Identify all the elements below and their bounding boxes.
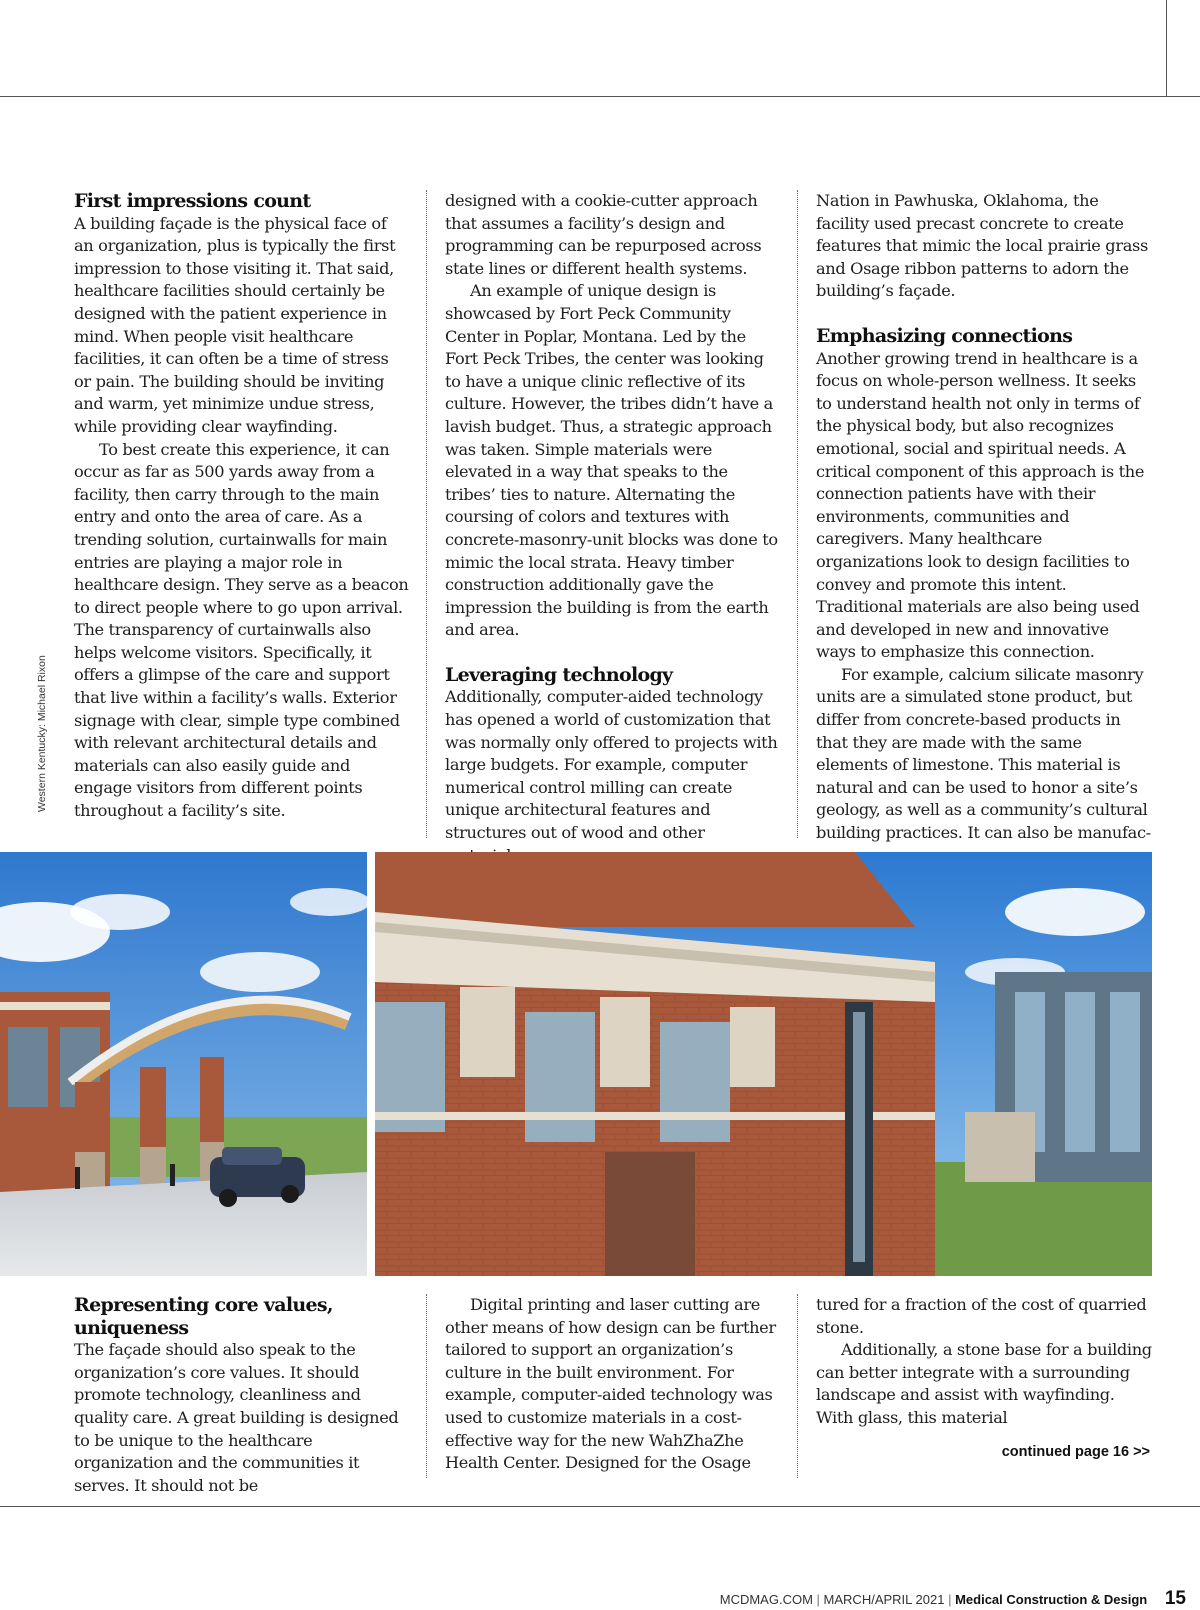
photo-entrance-canopy xyxy=(0,852,367,1276)
paragraph: Additionally, computer-aided technology has opened a world of customization that was normally only offered to projects with large budgets. For example, computer numerical control milling can create unique architectural features and structures out of wood and other xyxy=(445,687,778,843)
paragraph: Digital printing and laser cutting are other means of how design can be further tailored to support an organization’s culture in the built environment. For example, computer-aided technology was used to customize materials in a cost-effective way for the new WahZhaZhe Health Center. Designed for the Osage xyxy=(445,1295,776,1473)
column-1-bottom xyxy=(74,1294,410,1497)
heading-representing-core-values: Representing core values, uniqueness xyxy=(74,1294,333,1339)
paragraph: Another growing trend in healthcare is a focus on whole-person wellness. It seeks to understand health not only in terms of the physical body, but also recognizes emotional, social and spiritual needs. A critical component of this approach is the connection patients have with their environments, communities and caregivers. Many healthcare organizations look to design facilities to convey and promote this intent. Traditional materials are also being used and developed in new and innovative ways to emphasize this connection. xyxy=(816,348,1145,662)
paragraph: A building façade is the physical face of an organization, plus is typically the first impression to those visiting it. That said, healthcare facilities should certainly be designed with the patient experience in mind. When people visit healthcare facilities, it can often be a time of stress or pain. The building should be inviting and warm, yet minimize undue stress, while providing clear wayfinding. xyxy=(74,213,396,436)
top-rule xyxy=(0,96,1200,97)
column-separator xyxy=(426,190,427,838)
bottom-rule xyxy=(0,1506,1200,1507)
photo-credit: Western Kentucky: Michael Rixon xyxy=(36,655,48,812)
paragraph: designed with a cookie-cutter approach that assumes a facility’s design and programming can be repurposed across state lines or different health systems. xyxy=(445,191,762,278)
page-footer xyxy=(720,1588,1186,1610)
column-3-top xyxy=(816,190,1152,845)
photo-brick-facade xyxy=(375,852,1152,1276)
footer-site[interactable]: MCDMAG.COM xyxy=(719,1592,813,1607)
column-separator xyxy=(797,190,798,838)
paragraph: To best create this experience, it can occur as far as 500 yards away from a facility, then carry through to the main entry and onto the area of care. As a trending solution, curtainwalls for main entries are playing a major role in healthcare design. They serve as a beacon to direct people where to go upon arrival. The transparency of curtainwalls also helps welcome visitors. Specifically, it offers a glimpse of the care and support that live within a facility’s walls. Exterior signage with clear, simple type combined with relevant architectural details and materials can also easily guide and engage visitors from different points throughout a facility’s site. xyxy=(74,439,409,821)
footer-separator: | xyxy=(816,1592,820,1607)
top-right-rule xyxy=(1166,0,1167,96)
footer-magazine: Medical Construction & Design xyxy=(955,1592,1148,1607)
column-1-top xyxy=(74,190,410,823)
paragraph: For example, calcium silicate masonry units are a simulated stone product, but differ from concrete-based products in that they are made with the same elements of limestone. This material is natural and can be used to honor a site’s geology, as well as a community’s cultural building practices. It can also be manufac- xyxy=(816,664,1151,843)
paragraph: An example of unique design is showcased by Fort Peck Community Center in Poplar, Montana. Led by the Fort Peck Tribes, the center was looking to have a unique clinic reflective of its culture. However, the tribes didn’t have a lavish budget. Thus, a strategic approach was taken. Simple materials were elevated in a way that speaks to the tribes’ ties to nature. Alternating the coursing of colors and textures with concrete-masonry-unit blocks was done to mimic the local strata. Heavy timber construction additionally gave the impression the building is from the earth and area. xyxy=(445,281,778,640)
heading-leveraging-technology: Leveraging technology xyxy=(445,663,673,686)
column-separator xyxy=(797,1294,798,1478)
column-2-top xyxy=(445,190,781,867)
column-separator xyxy=(426,1294,427,1478)
heading-emphasizing-connections: Emphasizing connections xyxy=(816,324,1073,347)
continued-link[interactable]: continued page 16 >> xyxy=(1001,1444,1150,1460)
page-number: 15 xyxy=(1164,1588,1186,1609)
footer-separator: | xyxy=(948,1592,952,1607)
paragraph: tured for a fraction of the cost of quarried stone. xyxy=(816,1295,1147,1337)
column-2-bottom xyxy=(445,1294,781,1475)
footer-issue: MARCH/APRIL 2021 xyxy=(823,1592,945,1607)
paragraph: Nation in Pawhuska, Oklahoma, the facility used precast concrete to create features that mimic the local prairie grass and Osage ribbon patterns to adorn the building’s façade. xyxy=(816,191,1148,301)
paragraph: The façade should also speak to the organization’s core values. It should promote technology, cleanliness and quality care. A great building is designed to be unique to the healthcare organization and the communities it serves. It should not be xyxy=(74,1340,399,1495)
paragraph: Additionally, a stone base for a building can better integrate with a surrounding landscape and assist with wayfinding. With glass, this material xyxy=(816,1340,1152,1427)
heading-first-impressions: First impressions count xyxy=(74,190,311,212)
column-3-bottom xyxy=(816,1294,1152,1430)
